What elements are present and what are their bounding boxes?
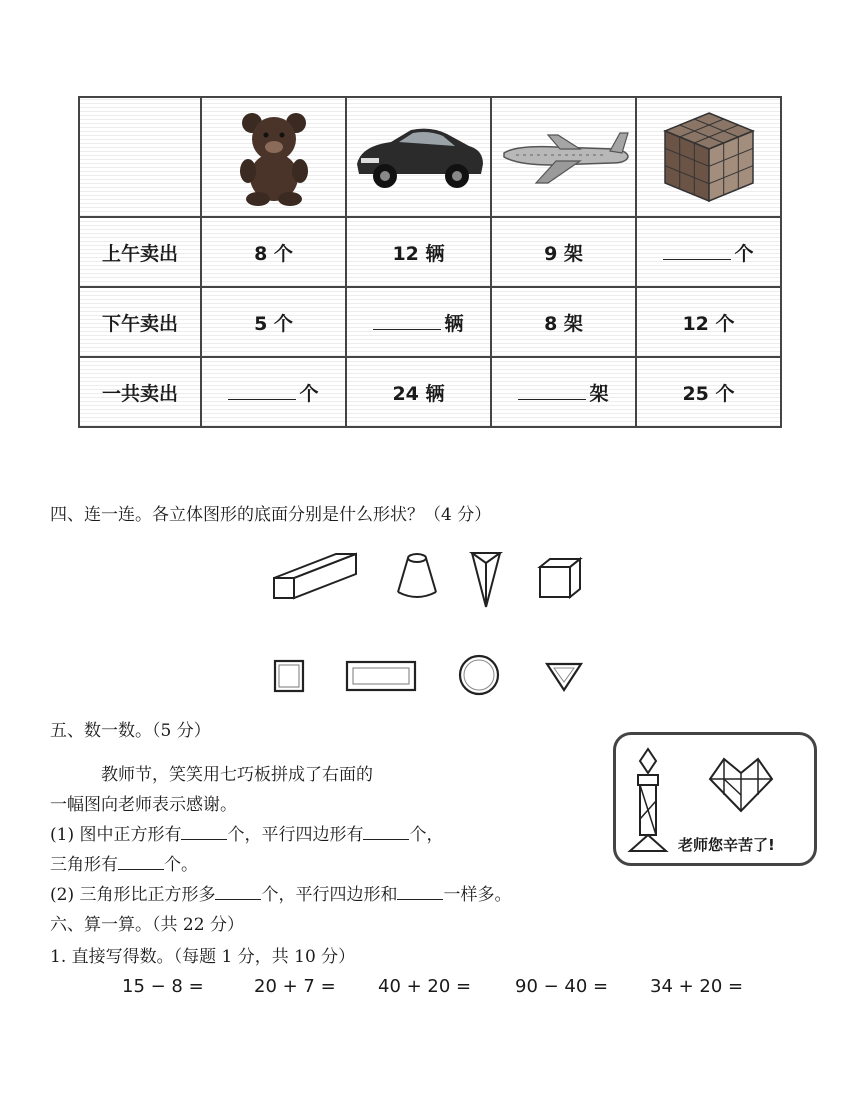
cell-unit: 个 [715, 312, 735, 335]
equation: 15 − 8 = [122, 976, 204, 997]
cell-value: 24 [392, 382, 419, 405]
sales-table [78, 96, 782, 428]
section6-subheading: 1. 直接写得数。（每题 1 分，共 10 分） [50, 947, 356, 967]
candle-tangram-icon [626, 745, 670, 857]
row-label: 上午卖出 [79, 217, 201, 287]
rubiks-cube-icon [659, 109, 759, 205]
answer-blank[interactable] [363, 825, 409, 840]
answer-blank[interactable] [228, 381, 296, 400]
table-cell [346, 217, 491, 287]
question-text: 一样多。 [443, 885, 512, 905]
equation: 90 − 40 = [515, 976, 609, 997]
cell-value: 8 [254, 242, 268, 265]
equation: 20 + 7 = [254, 976, 336, 997]
cell-unit: 个 [273, 312, 293, 335]
table-row-afternoon [79, 287, 781, 357]
cell-unit: 个 [299, 382, 319, 405]
cell-value: 8 [544, 312, 558, 335]
table-row-total [79, 357, 781, 427]
equation: 34 + 20 = [650, 976, 744, 997]
rubiks-cube-cell [636, 97, 781, 217]
circle-shape-icon [456, 652, 502, 698]
triangular-prism-solid-icon [468, 549, 504, 611]
question-1 [50, 820, 443, 845]
cell-unit: 架 [563, 312, 583, 335]
table-cell [346, 357, 491, 427]
cell-value: 12 [682, 312, 709, 335]
table-row-morning [79, 217, 781, 287]
cell-unit: 辆 [425, 242, 445, 265]
triangle-shape-icon [543, 660, 585, 694]
table-corner-cell [79, 97, 201, 217]
airplane-cell [491, 97, 636, 217]
answer-blank[interactable] [181, 825, 227, 840]
cell-unit: 个 [715, 382, 735, 405]
square-shape-icon [272, 658, 306, 694]
answer-blank[interactable] [215, 885, 261, 900]
card-caption: 老师您辛苦了! [678, 836, 775, 854]
section6-heading: 六、算一算。（共 22 分） [50, 915, 244, 935]
table-cell [636, 357, 781, 427]
cell-unit: 个 [734, 242, 754, 265]
teddy-bear-icon [234, 107, 314, 207]
question-text: 个， [409, 825, 444, 845]
row-label: 下午卖出 [79, 287, 201, 357]
car-cell [346, 97, 491, 217]
answer-blank[interactable] [397, 885, 443, 900]
table-cell [201, 287, 346, 357]
tangram-card [613, 732, 817, 866]
question-1-cont [50, 850, 198, 875]
answer-blank[interactable] [518, 381, 586, 400]
heart-tangram-icon [706, 749, 776, 815]
table-cell [491, 357, 636, 427]
section5-heading: 五、数一数。（5 分） [50, 721, 211, 741]
row-label: 一共卖出 [79, 357, 201, 427]
question-text: (1) 图中正方形有 [50, 825, 182, 845]
section4-heading: 四、连一连。各立体图形的底面分别是什么形状？（4 分） [50, 505, 492, 525]
question-text: 个，平行四边形和 [261, 885, 398, 905]
table-image-row [79, 97, 781, 217]
cell-unit: 个 [273, 242, 293, 265]
rectangle-shape-icon [344, 658, 418, 694]
cell-value: 9 [544, 242, 558, 265]
frustum-solid-icon [392, 550, 442, 602]
answer-blank[interactable] [118, 855, 164, 870]
car-icon [351, 122, 487, 192]
section5-paragraph: 一幅图向老师表示感谢。 [50, 795, 237, 815]
cell-unit: 辆 [444, 312, 464, 335]
table-cell [491, 287, 636, 357]
answer-blank[interactable] [373, 311, 441, 330]
cube-solid-icon [537, 556, 583, 600]
cell-unit: 架 [563, 242, 583, 265]
table-cell [636, 287, 781, 357]
answer-blank[interactable] [663, 241, 731, 260]
question-2 [50, 880, 511, 905]
table-cell [636, 217, 781, 287]
table-cell [491, 217, 636, 287]
question-text: (2) 三角形比正方形多 [50, 885, 216, 905]
cell-value: 25 [682, 382, 709, 405]
question-text: 三角形有 [50, 855, 118, 875]
cell-unit: 架 [589, 382, 609, 405]
cell-value: 5 [254, 312, 268, 335]
airplane-icon [496, 127, 632, 187]
equation: 40 + 20 = [378, 976, 472, 997]
cuboid-solid-icon [270, 548, 360, 604]
section5-paragraph: 教师节，笑笑用七巧板拼成了右面的 [101, 765, 373, 785]
question-text: 个。 [164, 855, 198, 875]
cell-unit: 辆 [425, 382, 445, 405]
cell-value: 12 [392, 242, 419, 265]
question-text: 个，平行四边形有 [227, 825, 364, 845]
teddy-bear-cell [201, 97, 346, 217]
table-cell [346, 287, 491, 357]
table-cell [201, 217, 346, 287]
table-cell [201, 357, 346, 427]
